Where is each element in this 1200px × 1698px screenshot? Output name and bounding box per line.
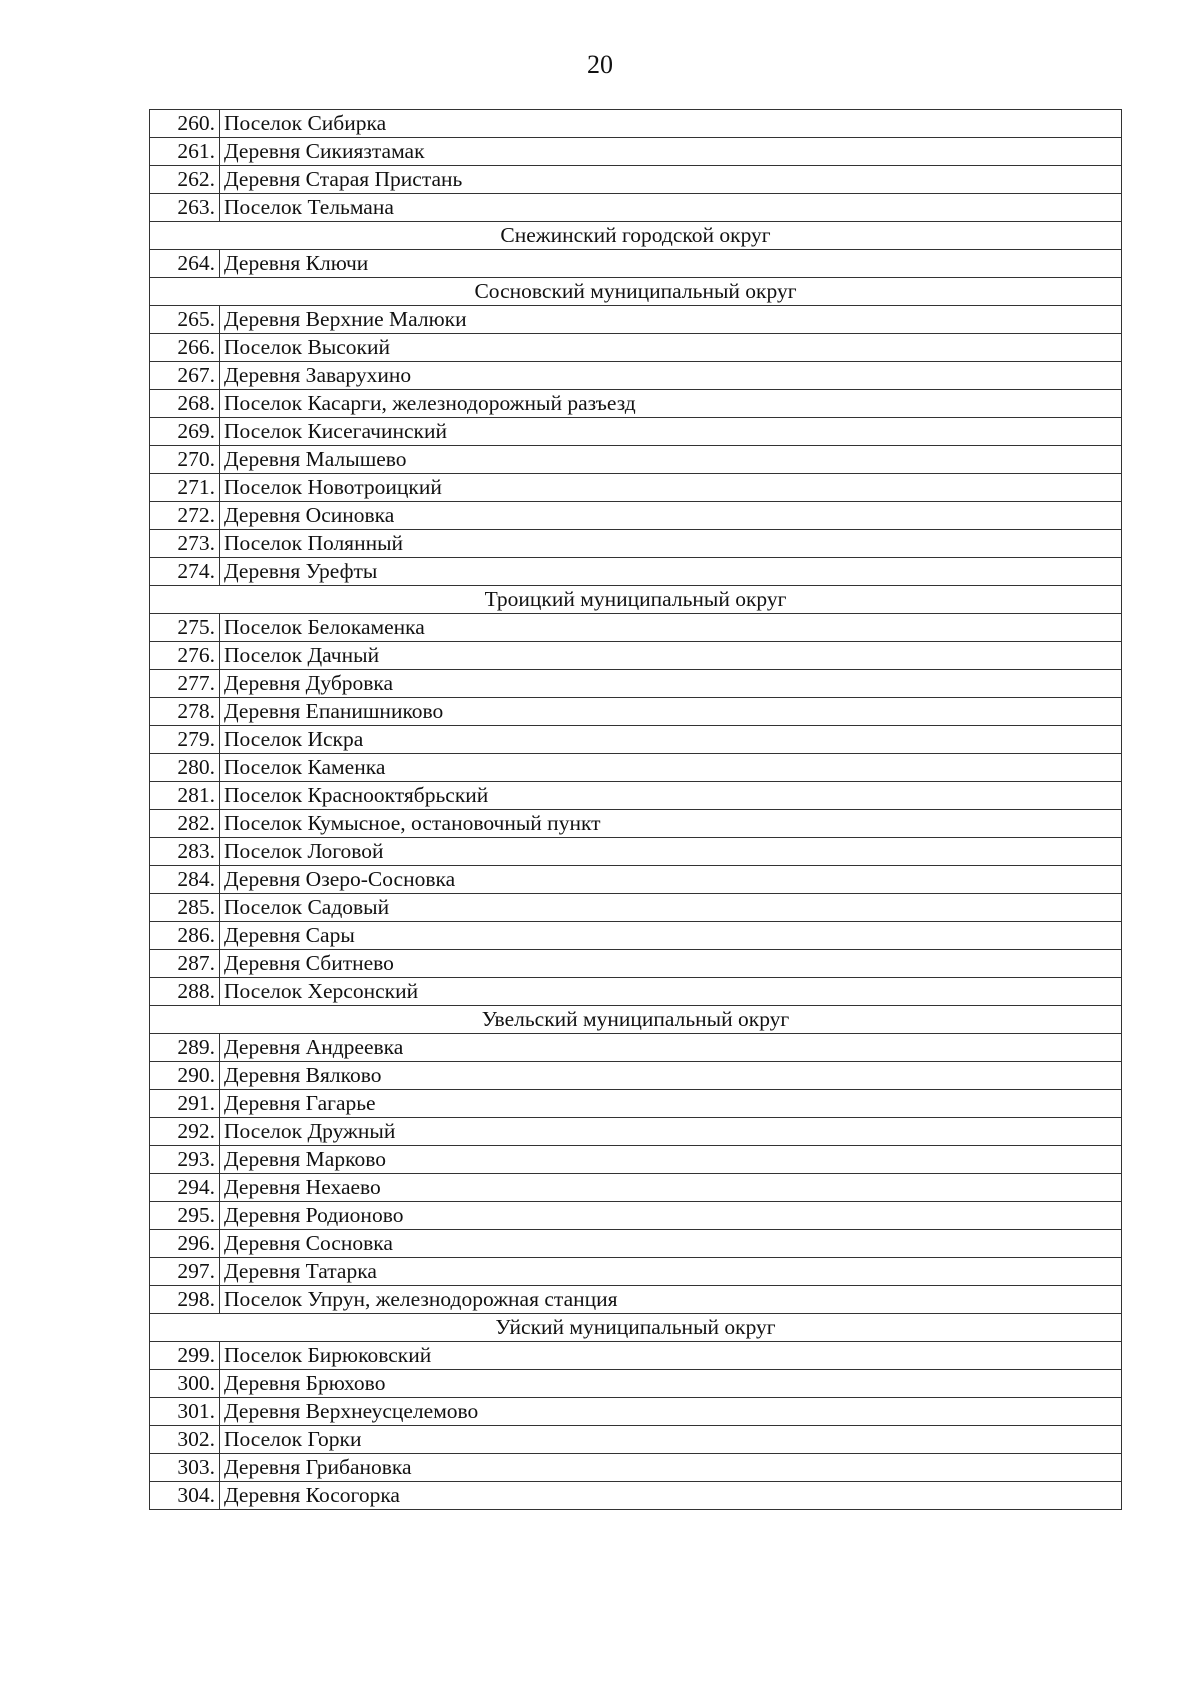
settlement-name: Поселок Новотроицкий (220, 474, 1122, 502)
settlement-name: Деревня Татарка (220, 1258, 1122, 1286)
settlement-name: Деревня Косогорка (220, 1482, 1122, 1510)
row-number: 292. (150, 1118, 220, 1146)
row-number: 296. (150, 1230, 220, 1258)
table-row (150, 1258, 1122, 1286)
settlement-name: Деревня Старая Пристань (220, 166, 1122, 194)
row-number: 277. (150, 670, 220, 698)
settlement-name: Деревня Дубровка (220, 670, 1122, 698)
settlement-name: Поселок Полянный (220, 530, 1122, 558)
row-number: 275. (150, 614, 220, 642)
row-number: 283. (150, 838, 220, 866)
row-number: 291. (150, 1090, 220, 1118)
row-number: 299. (150, 1342, 220, 1370)
settlement-name: Деревня Грибановка (220, 1454, 1122, 1482)
settlement-name: Поселок Искра (220, 726, 1122, 754)
section-title: Снежинский городской округ (150, 222, 1122, 250)
section-row (150, 222, 1122, 250)
settlements-table (149, 109, 1122, 1510)
settlement-name: Деревня Сары (220, 922, 1122, 950)
table-row (150, 754, 1122, 782)
table-row (150, 1146, 1122, 1174)
row-number: 285. (150, 894, 220, 922)
row-number: 262. (150, 166, 220, 194)
table-row (150, 1342, 1122, 1370)
table-row (150, 530, 1122, 558)
table-row (150, 1174, 1122, 1202)
table-row (150, 362, 1122, 390)
settlement-name: Деревня Сбитнево (220, 950, 1122, 978)
settlement-name: Поселок Высокий (220, 334, 1122, 362)
page-number: 20 (587, 50, 613, 79)
row-number: 290. (150, 1062, 220, 1090)
row-number: 302. (150, 1426, 220, 1454)
settlement-name: Поселок Херсонский (220, 978, 1122, 1006)
table-row (150, 166, 1122, 194)
row-number: 293. (150, 1146, 220, 1174)
section-title: Троицкий муниципальный округ (150, 586, 1122, 614)
table-row (150, 1202, 1122, 1230)
row-number: 268. (150, 390, 220, 418)
row-number: 269. (150, 418, 220, 446)
settlements-table-body (150, 110, 1122, 1510)
table-row (150, 1090, 1122, 1118)
table-row (150, 558, 1122, 586)
table-row (150, 1118, 1122, 1146)
row-number: 271. (150, 474, 220, 502)
settlement-name: Деревня Андреевка (220, 1034, 1122, 1062)
row-number: 281. (150, 782, 220, 810)
row-number: 263. (150, 194, 220, 222)
settlement-name: Поселок Касарги, железнодорожный разъезд (220, 390, 1122, 418)
row-number: 264. (150, 250, 220, 278)
row-number: 300. (150, 1370, 220, 1398)
table-row (150, 810, 1122, 838)
row-number: 298. (150, 1286, 220, 1314)
settlement-name: Деревня Осиновка (220, 502, 1122, 530)
table-row (150, 1482, 1122, 1510)
table-row (150, 782, 1122, 810)
settlement-name: Поселок Бирюковский (220, 1342, 1122, 1370)
table-row (150, 334, 1122, 362)
row-number: 272. (150, 502, 220, 530)
row-number: 297. (150, 1258, 220, 1286)
row-number: 265. (150, 306, 220, 334)
table-row (150, 698, 1122, 726)
table-row (150, 110, 1122, 138)
settlement-name: Поселок Сибирка (220, 110, 1122, 138)
settlement-name: Деревня Сосновка (220, 1230, 1122, 1258)
settlement-name: Поселок Горки (220, 1426, 1122, 1454)
table-row (150, 474, 1122, 502)
settlement-name: Поселок Дачный (220, 642, 1122, 670)
table-row (150, 978, 1122, 1006)
row-number: 286. (150, 922, 220, 950)
row-number: 267. (150, 362, 220, 390)
settlement-name: Деревня Урефты (220, 558, 1122, 586)
row-number: 276. (150, 642, 220, 670)
section-row (150, 1006, 1122, 1034)
table-row (150, 194, 1122, 222)
section-row (150, 586, 1122, 614)
table-row (150, 418, 1122, 446)
settlement-name: Поселок Логовой (220, 838, 1122, 866)
row-number: 282. (150, 810, 220, 838)
settlement-name: Поселок Упрун, железнодорожная станция (220, 1286, 1122, 1314)
section-row (150, 1314, 1122, 1342)
table-row (150, 642, 1122, 670)
settlement-name: Деревня Верхние Малюки (220, 306, 1122, 334)
settlement-name: Деревня Заварухино (220, 362, 1122, 390)
row-number: 304. (150, 1482, 220, 1510)
settlement-name: Деревня Брюхово (220, 1370, 1122, 1398)
table-row (150, 1398, 1122, 1426)
table-row (150, 446, 1122, 474)
section-row (150, 278, 1122, 306)
table-row (150, 1286, 1122, 1314)
settlement-name: Поселок Кисегачинский (220, 418, 1122, 446)
settlement-name: Поселок Садовый (220, 894, 1122, 922)
table-row (150, 1370, 1122, 1398)
table-row (150, 390, 1122, 418)
table-row (150, 726, 1122, 754)
settlement-name: Деревня Нехаево (220, 1174, 1122, 1202)
settlement-name: Поселок Белокаменка (220, 614, 1122, 642)
settlement-name: Деревня Малышево (220, 446, 1122, 474)
table-row (150, 894, 1122, 922)
row-number: 295. (150, 1202, 220, 1230)
table-row (150, 838, 1122, 866)
row-number: 279. (150, 726, 220, 754)
table-row (150, 1062, 1122, 1090)
row-number: 303. (150, 1454, 220, 1482)
settlement-name: Деревня Родионово (220, 1202, 1122, 1230)
table-row (150, 866, 1122, 894)
settlement-name: Деревня Сикиязтамак (220, 138, 1122, 166)
table-row (150, 950, 1122, 978)
row-number: 294. (150, 1174, 220, 1202)
row-number: 301. (150, 1398, 220, 1426)
table-row (150, 614, 1122, 642)
row-number: 278. (150, 698, 220, 726)
table-row (150, 1034, 1122, 1062)
table-row (150, 1230, 1122, 1258)
settlement-name: Деревня Вялково (220, 1062, 1122, 1090)
table-row (150, 1454, 1122, 1482)
settlement-name: Деревня Озеро-Сосновка (220, 866, 1122, 894)
section-title: Сосновский муниципальный округ (150, 278, 1122, 306)
settlement-name: Деревня Верхнеусцелемово (220, 1398, 1122, 1426)
section-title: Увельский муниципальный округ (150, 1006, 1122, 1034)
table-row (150, 922, 1122, 950)
settlement-name: Поселок Каменка (220, 754, 1122, 782)
table-row (150, 138, 1122, 166)
table-row (150, 1426, 1122, 1454)
table-row (150, 250, 1122, 278)
row-number: 270. (150, 446, 220, 474)
row-number: 260. (150, 110, 220, 138)
settlement-name: Поселок Краснооктябрьский (220, 782, 1122, 810)
settlement-name: Деревня Епанишниково (220, 698, 1122, 726)
section-title: Уйский муниципальный округ (150, 1314, 1122, 1342)
table-row (150, 502, 1122, 530)
row-number: 287. (150, 950, 220, 978)
row-number: 288. (150, 978, 220, 1006)
row-number: 261. (150, 138, 220, 166)
settlement-name: Поселок Тельмана (220, 194, 1122, 222)
row-number: 289. (150, 1034, 220, 1062)
settlement-name: Деревня Марково (220, 1146, 1122, 1174)
table-row (150, 670, 1122, 698)
row-number: 273. (150, 530, 220, 558)
row-number: 266. (150, 334, 220, 362)
row-number: 274. (150, 558, 220, 586)
row-number: 284. (150, 866, 220, 894)
table-row (150, 306, 1122, 334)
settlement-name: Деревня Гагарье (220, 1090, 1122, 1118)
settlement-name: Поселок Кумысное, остановочный пункт (220, 810, 1122, 838)
settlement-name: Деревня Ключи (220, 250, 1122, 278)
row-number: 280. (150, 754, 220, 782)
settlement-name: Поселок Дружный (220, 1118, 1122, 1146)
